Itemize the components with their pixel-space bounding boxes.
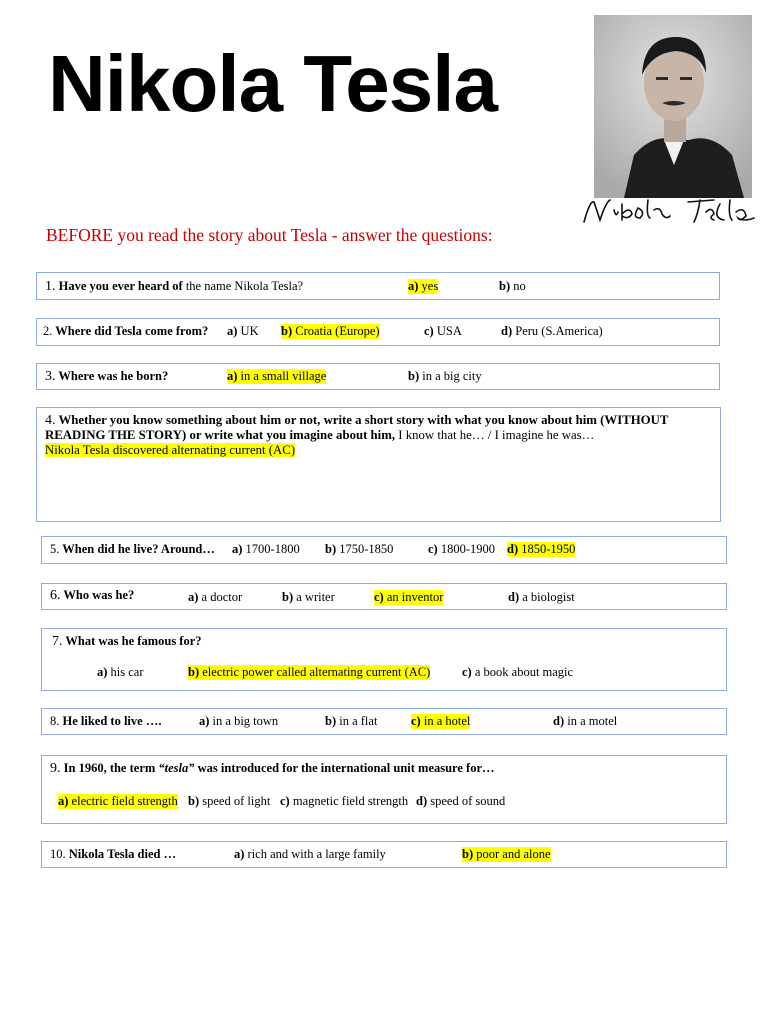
question-2-option-a[interactable]: a) UK <box>227 324 259 338</box>
question-10-option-b[interactable]: b) poor and alone <box>462 847 551 861</box>
question-3-option-b[interactable]: b) in a big city <box>408 369 482 383</box>
question-7-text: 7. What was he famous for? <box>52 634 202 649</box>
question-2-text: 2. Where did Tesla come from? <box>43 324 209 338</box>
question-7-option-c[interactable]: c) a book about magic <box>462 665 574 679</box>
question-1-box <box>36 272 720 300</box>
question-7-option-a[interactable]: a) his car <box>97 665 144 679</box>
question-9-option-d[interactable]: d) speed of sound <box>416 794 506 808</box>
question-5-option-b[interactable]: b) 1750-1850 <box>325 542 394 556</box>
question-2-option-b[interactable]: b) Croatia (Europe) <box>281 324 380 338</box>
question-5-option-c[interactable]: c) 1800-1900 <box>428 542 496 556</box>
question-6-text: 6. Who was he? <box>50 588 135 603</box>
question-9-option-a[interactable]: a) electric field strength <box>58 794 178 808</box>
question-8-option-b[interactable]: b) in a flat <box>325 714 378 728</box>
tesla-portrait-photo <box>594 15 752 198</box>
question-6-option-a[interactable]: a) a doctor <box>188 590 243 604</box>
question-8-option-c[interactable]: c) in a hotel <box>411 714 471 728</box>
question-7-option-b[interactable]: b) electric power called alternating current (AC) <box>188 665 431 679</box>
question-7-box <box>41 628 727 691</box>
question-3-text: 3. Where was he born? <box>45 369 169 384</box>
question-8-option-a[interactable]: a) in a big town <box>199 714 279 728</box>
question-9-text: 9. In 1960, the term “tesla” was introduced for the international unit measure for… <box>50 761 495 776</box>
question-6-option-b[interactable]: b) a writer <box>282 590 335 604</box>
instruction-heading: BEFORE you read the story about Tesla - answer the questions: <box>46 225 493 245</box>
question-5-option-d[interactable]: d) 1850-1950 <box>507 542 576 556</box>
question-4-answer[interactable]: Nikola Tesla discovered alternating current (AC) <box>45 443 296 457</box>
question-9-option-b[interactable]: b) speed of light <box>188 794 271 808</box>
question-3-box <box>36 363 720 390</box>
question-2-box <box>36 318 720 346</box>
question-8-box <box>41 708 727 735</box>
question-8-text: 8. He liked to live …. <box>50 714 162 728</box>
question-10-box <box>41 841 727 868</box>
question-5-option-a[interactable]: a) 1700-1800 <box>232 542 300 556</box>
question-2-option-d[interactable]: d) Peru (S.America) <box>501 324 603 338</box>
question-6-option-c[interactable]: c) an inventor <box>374 590 444 604</box>
question-2-option-c[interactable]: c) USA <box>424 324 462 338</box>
tesla-signature-image <box>580 196 758 226</box>
question-8-option-d[interactable]: d) in a motel <box>553 714 618 728</box>
question-5-box <box>41 536 727 564</box>
question-6-option-d[interactable]: d) a biologist <box>508 590 575 604</box>
question-9-box <box>41 755 727 824</box>
question-10-option-a[interactable]: a) rich and with a large family <box>234 847 386 861</box>
question-10-text: 10. Nikola Tesla died … <box>50 847 177 861</box>
question-9-option-c[interactable]: c) magnetic field strength <box>280 794 409 808</box>
question-3-option-a[interactable]: a) in a small village <box>227 369 327 383</box>
question-1-option-a[interactable]: a) yes <box>408 279 439 293</box>
page-title: Nikola Tesla <box>48 39 497 128</box>
question-4-text: 4. Whether you know something about him or not, write a short story with what you know about him (WITHOUT <box>45 413 669 428</box>
question-4-text-line2: READING THE STORY) or write what you imagine about him, I know that he… / I imagine he was… <box>45 428 595 442</box>
question-1-text: 1. Have you ever heard of the name Nikola Tesla? <box>45 279 304 294</box>
question-5-text: 5. When did he live? Around… <box>50 542 215 556</box>
question-1-option-b[interactable]: b) no <box>499 279 526 293</box>
question-4-box <box>36 407 721 522</box>
question-6-box <box>41 583 727 610</box>
